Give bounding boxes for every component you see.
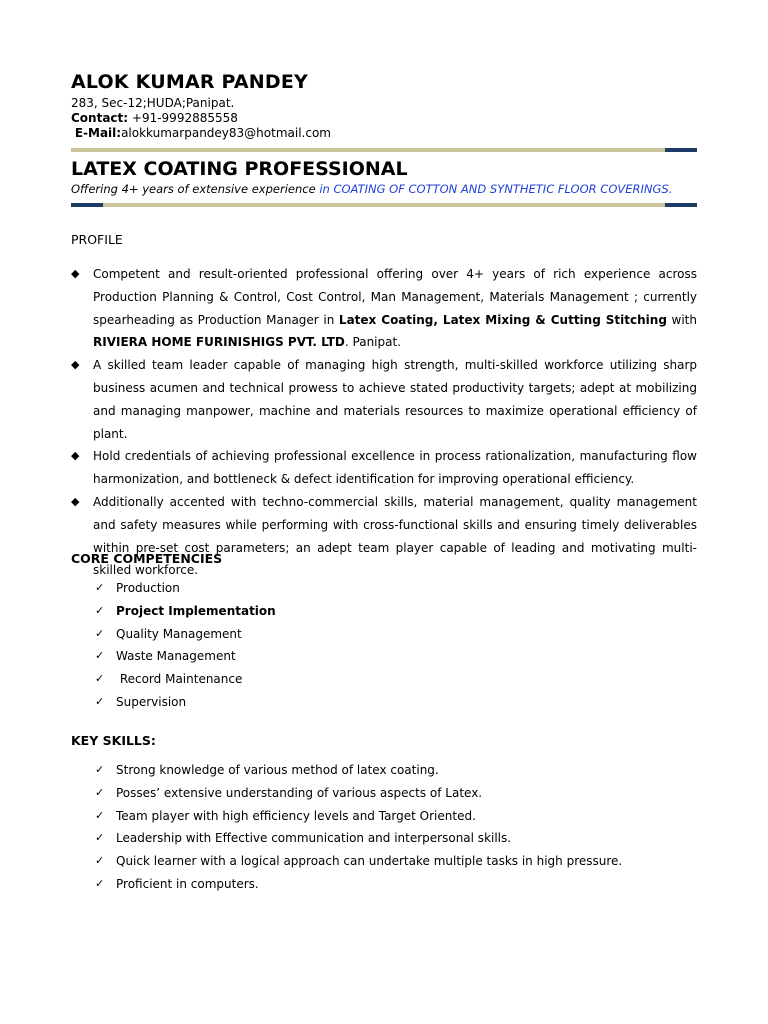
checkmark-icon: ✓ [95, 581, 105, 594]
skill-text: Proficient in computers. [116, 876, 259, 891]
core-competencies-list [95, 577, 276, 714]
checkmark-icon: ✓ [95, 876, 105, 890]
divider-bottom [71, 203, 697, 207]
tagline-prefix: Offering 4+ years of extensive experience [71, 182, 320, 196]
skill-item [95, 827, 622, 850]
competency-text: Supervision [116, 694, 187, 709]
key-skills-heading: KEY SKILLS: [71, 733, 156, 748]
profile-item [71, 354, 697, 445]
divider-accent-right [665, 203, 697, 207]
competency-item [95, 668, 276, 691]
checkmark-icon: ✓ [95, 831, 105, 845]
skill-item [95, 850, 622, 873]
profile-item [71, 491, 697, 582]
diamond-bullet-icon: ◆ [71, 358, 80, 372]
checkmark-icon: ✓ [95, 694, 105, 708]
competency-item [95, 600, 276, 623]
checkmark-icon: ✓ [95, 603, 105, 617]
key-skills-list [95, 759, 622, 896]
skill-text: Posses’ extensive understanding of various aspects of Latex. [116, 785, 483, 800]
profile-item-bold: Latex Coating, Latex Mixing & Cutting Stitching [338, 312, 667, 327]
email-line [71, 126, 331, 141]
contact-value: +91-9992885558 [128, 111, 238, 125]
skill-text: Team player with high efficiency levels and Target Oriented. [116, 808, 476, 823]
checkmark-icon: ✓ [95, 672, 105, 686]
checkmark-icon: ✓ [95, 626, 105, 640]
competency-item [95, 623, 276, 646]
competency-text: Production [116, 581, 180, 595]
diamond-bullet-icon: ◆ [71, 449, 80, 463]
address-line: 283, Sec-12;HUDA;Panipat. [71, 96, 235, 110]
profile-item-text: Additionally accented with techno-commercial skills, material management, quality management and safety measures while performing with cross-functional skills and ensuring timely deliverables within pre-set cost parameters; an adept team player capable of leading and motivating multi-skilled workforce. [93, 494, 697, 578]
competency-text: Record Maintenance [116, 672, 243, 687]
profile-item [71, 263, 697, 354]
skill-text: Quick learner with a logical approach can undertake multiple tasks in high pressure. [116, 854, 623, 869]
divider-accent-left [71, 203, 103, 207]
checkmark-icon: ✓ [95, 854, 105, 868]
profile-heading: PROFILE [71, 232, 123, 247]
skill-item [95, 759, 622, 782]
skill-item [95, 873, 622, 896]
profile-item-text: A skilled team leader capable of managing high strength, multi-skilled workforce utilizing sharp business acumen and technical prowess to achieve stated productivity targets; adept at mobilizing and managing manpower, machine and materials resources to maximize operational efficiency of plant. [93, 358, 697, 441]
profile-item-text: Hold credentials of achieving professional excellence in process rationalization, manufacturing flow harmonization, and bottleneck & defect identification for improving operational efficiency. [93, 449, 697, 487]
competency-item [95, 577, 276, 600]
skill-item [95, 805, 622, 828]
profile-item-text: . Panipat. [344, 335, 401, 350]
headline-tagline [71, 182, 672, 196]
email-value[interactable]: alokkumarpandey83@hotmail.com [121, 126, 331, 140]
checkmark-icon: ✓ [95, 763, 105, 776]
competency-item [95, 691, 276, 714]
profile-item-text: with [666, 312, 697, 327]
divider-top [71, 148, 697, 152]
headline-title: LATEX COATING PROFESSIONAL [71, 158, 408, 180]
competency-text: Project Implementation [116, 603, 276, 618]
diamond-bullet-icon: ◆ [71, 267, 80, 280]
competency-item [95, 645, 276, 668]
contact-block [71, 96, 331, 141]
divider-accent [665, 148, 697, 152]
checkmark-icon: ✓ [95, 649, 105, 663]
competency-text: Waste Management [116, 649, 236, 664]
email-label: E-Mail: [74, 126, 122, 140]
profile-list [71, 263, 697, 582]
skill-item [95, 782, 622, 805]
skill-text: Leadership with Effective communication and interpersonal skills. [116, 831, 512, 846]
skill-text: Strong knowledge of various method of latex coating. [116, 763, 439, 777]
profile-item-bold: RIVIERA HOME FURINISHIGS PVT. LTD [93, 335, 345, 350]
profile-item [71, 445, 697, 491]
profile-item-text: Competent and result-oriented professional offering over 4+ years of rich experience across Production Planning & Control, Cost Control, Man Management, Materials Management ; currently spearheading as Production Manager in [93, 267, 697, 327]
checkmark-icon: ✓ [95, 808, 105, 822]
core-competencies-heading: CORE COMPETENCIES [71, 551, 223, 566]
diamond-bullet-icon: ◆ [71, 494, 80, 508]
candidate-name: ALOK KUMAR PANDEY [71, 71, 308, 93]
tagline-highlight: in COATING OF COTTON AND SYNTHETIC FLOOR COVERINGS. [319, 182, 673, 196]
checkmark-icon: ✓ [95, 785, 105, 799]
contact-label: Contact: [71, 111, 129, 125]
phone-line [71, 111, 331, 126]
competency-text: Quality Management [116, 626, 242, 641]
